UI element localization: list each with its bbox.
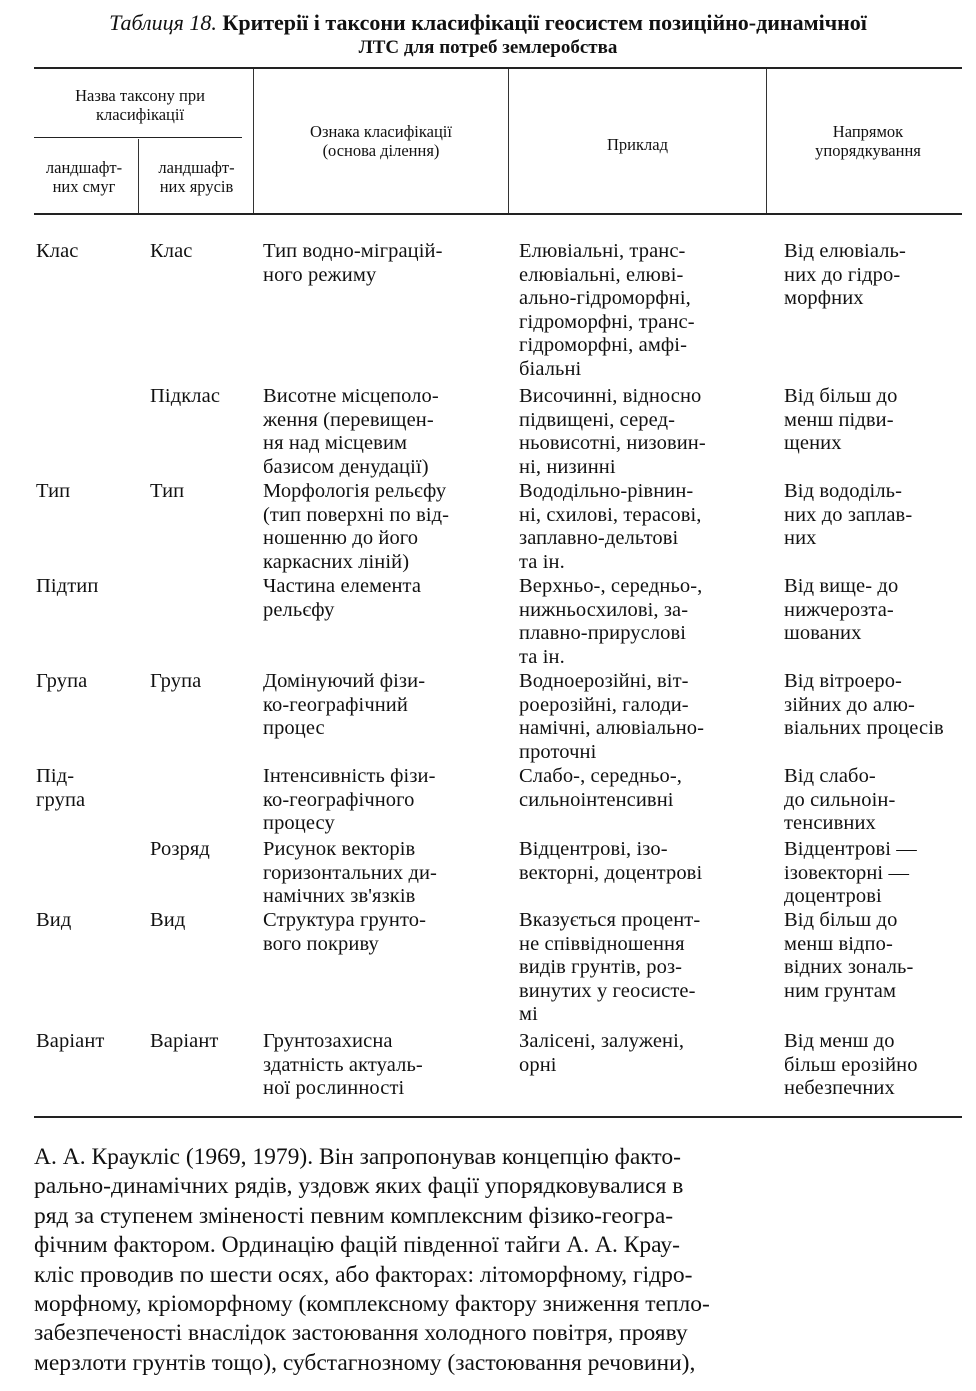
cell-tier-taxon: Група (150, 670, 202, 692)
cell-criterion: Морфологія рельєфу (тип поверхні по від- ношенню до його каркасних ліній) (263, 480, 450, 573)
cell-tier-taxon: Клас (150, 240, 193, 262)
header-col-criterion: Ознака класифікації (основа ділення) (310, 122, 452, 160)
header-divider-1 (138, 139, 139, 213)
header-group-label: Назва таксону при класифікації (75, 86, 205, 124)
header-divider-3 (508, 69, 509, 213)
cell-ordering: Від вітроеро- зійних до алю- віальних процесів (784, 670, 944, 740)
cell-ordering: Від вододіль- них до заплав- них (784, 480, 913, 550)
table-bottom-rule (34, 1116, 962, 1118)
cell-tier-taxon: Розряд (150, 838, 210, 860)
header-group-rule (34, 137, 242, 138)
header-divider-4 (766, 69, 767, 213)
cell-band-taxon: Варіант (36, 1030, 105, 1052)
cell-ordering: Від елювіаль- них до гідро- морфних (784, 240, 906, 310)
cell-criterion: Висотне місцеполо- ження (перевищен- ня над місцевим базисом денудації) (263, 385, 439, 478)
table-title-line2: ЛТС для потреб землеробства (358, 37, 618, 58)
cell-band-taxon: Підтип (36, 575, 99, 597)
cell-ordering: Від більш до менш підви- щених (784, 385, 898, 455)
paragraph-line: ряд за ступенем зміненості певним комплексним фізико-геогра- (34, 1202, 674, 1229)
cell-ordering: Відцентрові — ізовекторні — доцентрові (784, 838, 917, 908)
table-caption (0, 10, 976, 36)
cell-band-taxon: Група (36, 670, 88, 692)
header-divider-2 (253, 69, 254, 213)
cell-tier-taxon: Тип (150, 480, 185, 502)
cell-band-taxon: Вид (36, 909, 72, 931)
cell-ordering: Від вище- до нижчерозта- шованих (784, 575, 899, 645)
cell-ordering: Від більш до менш відпо- відних зональ- ним грунтам (784, 909, 914, 1002)
cell-example: Вказується процент- не співвідношення видів грунтів, роз- винутих у геосисте- мі (519, 909, 701, 1026)
cell-example: Височинні, відносно підвищені, серед- ньовисотні, низовин- ні, низинні (519, 385, 706, 478)
cell-band-taxon: Тип (36, 480, 71, 502)
table-number: Таблиця 18. (109, 10, 217, 35)
cell-ordering: Від слабо- до сильноін- тенсивних (784, 765, 896, 835)
paragraph-line: А. А. Крауклiс (1969, 1979). Він запропонував концепцію факто- (34, 1144, 681, 1170)
cell-tier-taxon: Підклас (150, 385, 221, 407)
cell-criterion: Частина елемента рельєфу (263, 575, 422, 621)
cell-tier-taxon: Варіант (150, 1030, 219, 1052)
header-col-landscape-tiers: ландшафт- них ярусів (158, 158, 235, 196)
cell-example: Верхньо-, середньо-, нижньосхилові, за- плавно-прируслові та ін. (519, 575, 703, 668)
header-col-ordering: Напрямок упорядкування (815, 122, 921, 160)
header-col-landscape-bands: ландшафт- них смуг (45, 158, 123, 196)
paragraph-line: мерзлоти грунтів тощо), субстагнозному (застоювання речовини), (34, 1349, 696, 1376)
cell-example: Елювіальні, транс- елювіальні, елюві- ально-гідроморфні, гідроморфні, транс- гідроморфні, амфі- біальні (519, 240, 695, 380)
body-paragraph (34, 1143, 964, 1378)
cell-tier-taxon: Вид (150, 909, 186, 931)
cell-criterion: Інтенсивність фізи- ко-географічного процесу (263, 765, 436, 835)
cell-criterion: Рисунок векторів горизонтальних ди- намічних зв'язків (263, 838, 437, 908)
cell-example: Відцентрові, ізо- векторні, доцентрові (519, 838, 703, 884)
paragraph-line: рально-динамічних рядів, уздовж яких фації упорядковувалися в (34, 1173, 684, 1200)
table-title-line1: Критерії і таксони класифікації геосистем позиційно-динамічної (222, 10, 867, 35)
header-col-example: Приклад (607, 135, 668, 154)
cell-example: Слабо-, середньо-, сильноінтенсивні (519, 765, 683, 811)
paragraph-line: забезпеченості внаслідок застоювання холодного повітря, прояву (34, 1320, 688, 1347)
cell-band-taxon: Під- група (36, 765, 86, 811)
cell-criterion: Тип водно-міграцій- ного режиму (263, 240, 443, 286)
cell-example: Водноерозійні, віт- роерозійні, галоди- намічні, алювіально- проточні (519, 670, 705, 763)
cell-criterion: Структура грунто- вого покриву (263, 909, 427, 955)
header-bottom-rule (34, 213, 962, 215)
cell-band-taxon: Клас (36, 240, 79, 262)
cell-criterion: Домінуючий фізи- ко-географічний процес (263, 670, 426, 740)
paragraph-line: морфному, кріоморфному (комплексному фактору зниження тепло- (34, 1290, 710, 1317)
cell-criterion: Грунтозахисна здатність актуаль- ної рослинності (263, 1030, 423, 1100)
table-top-rule (34, 67, 962, 69)
paragraph-line: фічним фактором. Ординацію фацій південної тайги А. А. Крау- (34, 1232, 680, 1259)
cell-ordering: Від менш до більш ерозійно небезпечних (784, 1030, 918, 1100)
cell-example: Залісені, залужені, орні (519, 1030, 685, 1076)
paragraph-line: кліс проводив по шести осях, або факторах: літоморфному, гідро- (34, 1261, 693, 1288)
cell-example: Вододільно-рівнин- ні, схилові, терасові, заплавно-дельтові та ін. (519, 480, 702, 573)
